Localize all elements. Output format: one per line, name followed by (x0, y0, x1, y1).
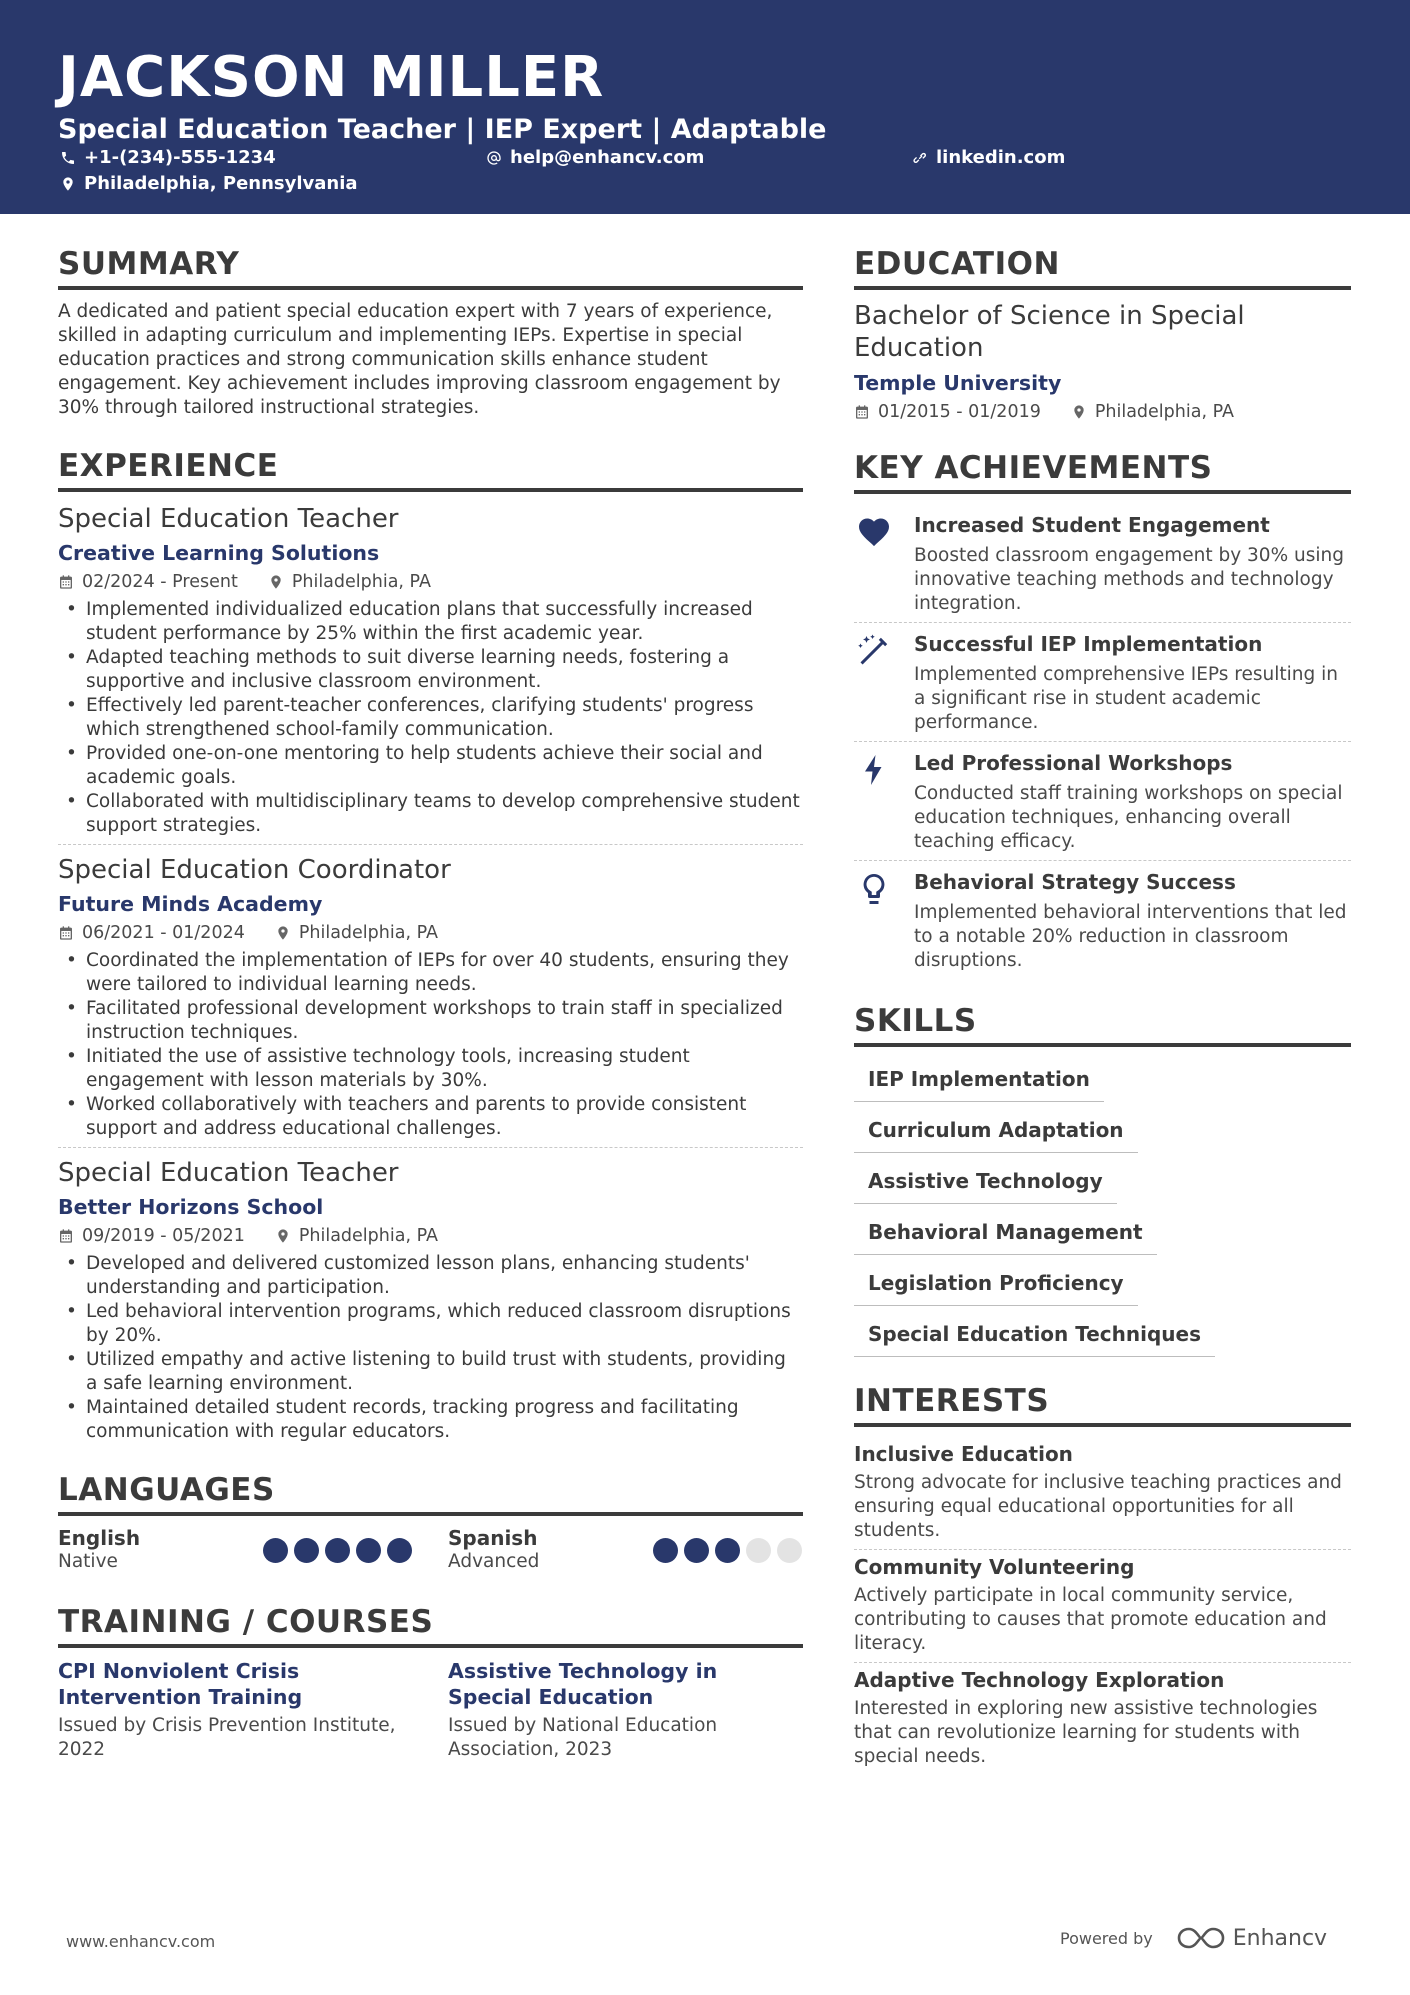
rating-dot-filled (653, 1538, 678, 1563)
lightbulb-icon (854, 871, 894, 907)
language-entry (58, 1526, 412, 1574)
job-bullets (58, 949, 803, 1141)
job-bullets (58, 1252, 803, 1444)
lightning-icon (854, 752, 894, 788)
achievement-title: Behavioral Strategy Success (914, 870, 1236, 894)
rating-dot-filled (325, 1538, 350, 1563)
contact-email[interactable] (486, 146, 704, 170)
skill-tag: IEP Implementation (854, 1057, 1104, 1102)
achievement-title: Increased Student Engagement (914, 513, 1270, 537)
course-issuer: Issued by National Education Association, 2023 (448, 1715, 718, 1760)
education-title: EDUCATION (854, 244, 1351, 290)
brand-name: Enhancv (1232, 1925, 1328, 1951)
calendar-icon (58, 574, 74, 590)
education-dates: 01/2015 - 01/2019 (878, 402, 1041, 422)
skill-tag: Behavioral Management (854, 1210, 1157, 1255)
contact-location (60, 172, 358, 196)
skills-section (854, 1001, 1351, 1357)
interest-item (854, 1663, 1351, 1775)
language-rating (653, 1538, 802, 1563)
interest-title: Community Volunteering (854, 1555, 1135, 1579)
interest-item (854, 1550, 1351, 1663)
course-title: CPI Nonviolent Crisis Intervention Training (58, 1659, 303, 1709)
job-role: Special Education Teacher (58, 504, 399, 534)
achievements-section (854, 448, 1351, 979)
achievement-item (854, 504, 1351, 623)
language-name: Spanish (448, 1526, 538, 1550)
summary-section (58, 244, 803, 420)
calendar-icon (854, 404, 870, 420)
summary-title: SUMMARY (58, 244, 803, 290)
footer-branding[interactable] (1060, 1925, 1327, 1951)
training-title: TRAINING / COURSES (58, 1602, 803, 1648)
bullet-item: • Coordinated the implementation of IEPs for over 40 students, ensuring they were tailored to individual learning needs. (58, 949, 803, 997)
achievement-title: Successful IEP Implementation (914, 632, 1263, 656)
training-section (58, 1602, 803, 1762)
job-location: Philadelphia, PA (298, 923, 438, 943)
location-pin-icon (268, 574, 284, 590)
achievement-desc: Implemented behavioral interventions that led to a notable 20% reduction in classroom disruptions. (914, 902, 1347, 971)
rating-dot-filled (715, 1538, 740, 1563)
education-meta (854, 400, 1351, 424)
calendar-icon (58, 925, 74, 941)
achievement-item (854, 742, 1351, 861)
job-company: Better Horizons School (58, 1195, 324, 1219)
experience-entry (58, 1156, 803, 1450)
achievement-item (854, 861, 1351, 979)
bullet-item: • Worked collaboratively with teachers and parents to provide consistent support and address educational challenges. (58, 1093, 803, 1141)
phone-text: +1-(234)-555-1234 (84, 147, 276, 168)
bullet-item: • Facilitated professional development workshops to train staff in specialized instruction techniques. (58, 997, 803, 1045)
rating-dot-filled (294, 1538, 319, 1563)
job-dates: 09/2019 - 05/2021 (82, 1226, 245, 1246)
interests-section (854, 1381, 1351, 1775)
calendar-icon (58, 1228, 74, 1244)
experience-entry (58, 502, 803, 845)
enhancv-logo-icon (1177, 1925, 1225, 1951)
bullet-item: • Developed and delivered customized lesson plans, enhancing students' understanding and participation. (58, 1252, 803, 1300)
job-company: Creative Learning Solutions (58, 541, 380, 565)
course-entry (448, 1658, 802, 1762)
rating-dot-filled (356, 1538, 381, 1563)
skills-title: SKILLS (854, 1001, 1351, 1047)
languages-title: LANGUAGES (58, 1470, 803, 1516)
rating-dot-empty (746, 1538, 771, 1563)
linkedin-text: linkedin.com (936, 147, 1066, 168)
interest-item (854, 1437, 1351, 1550)
job-meta (58, 1224, 803, 1248)
education-location: Philadelphia, PA (1094, 402, 1234, 422)
interest-desc: Interested in exploring new assistive technologies that can revolutionize learning for students with special needs. (854, 1698, 1318, 1767)
rating-dot-empty (777, 1538, 802, 1563)
phone-icon (60, 150, 76, 166)
headline: Special Education Teacher | IEP Expert | Adaptable (58, 114, 827, 145)
job-role: Special Education Coordinator (58, 855, 451, 885)
achievements-title: KEY ACHIEVEMENTS (854, 448, 1351, 494)
job-location: Philadelphia, PA (291, 572, 431, 592)
bullet-item: • Effectively led parent-teacher conferences, clarifying students' progress which strengthened school-family communication. (58, 694, 803, 742)
language-rating (263, 1538, 412, 1563)
bullet-item: • Initiated the use of assistive technology tools, increasing student engagement with lesson materials by 30%. (58, 1045, 803, 1093)
location-pin-icon (60, 176, 76, 192)
contact-phone[interactable] (60, 146, 276, 170)
skill-tag: Legislation Proficiency (854, 1261, 1138, 1306)
bullet-item: • Led behavioral intervention programs, which reduced classroom disruptions by 20%. (58, 1300, 803, 1348)
languages-section (58, 1470, 803, 1574)
powered-by-label: Powered by (1060, 1928, 1153, 1948)
rating-dot-filled (263, 1538, 288, 1563)
course-entry (58, 1658, 412, 1762)
header (0, 0, 1410, 214)
footer-website[interactable]: www.enhancv.com (66, 1932, 216, 1951)
contact-linkedin[interactable] (912, 146, 1065, 170)
bullet-item: • Collaborated with multidisciplinary teams to develop comprehensive student support strategies. (58, 790, 803, 838)
interests-title: INTERESTS (854, 1381, 1351, 1427)
experience-entry (58, 853, 803, 1148)
bullet-item: • Maintained detailed student records, tracking progress and facilitating communication with regular educators. (58, 1396, 803, 1444)
bullet-item: • Provided one-on-one mentoring to help students achieve their social and academic goals. (58, 742, 803, 790)
achievement-desc: Boosted classroom engagement by 30% using innovative teaching methods and technology integration. (914, 545, 1345, 614)
achievement-title: Led Professional Workshops (914, 751, 1233, 775)
right-column (854, 244, 1351, 1775)
experience-section (58, 446, 803, 1450)
bullet-item: • Implemented individualized education plans that successfully increased student performance by 25% within the first academic year. (58, 598, 803, 646)
experience-title: EXPERIENCE (58, 446, 803, 492)
location-text: Philadelphia, Pennsylvania (84, 173, 358, 194)
summary-text: A dedicated and patient special education expert with 7 years of experience, skilled in adapting curriculum and implementing IEPs. Expertise in special education practices and strong communication skills enhance student engagement. Key achievement includes improving classroom engagement by 30% through tailored instructional strategies. (58, 301, 781, 418)
language-level: Advanced (448, 1551, 540, 1572)
bullet-item: • Adapted teaching methods to suit diverse learning needs, fostering a supportive and inclusive classroom environment. (58, 646, 803, 694)
achievement-desc: Conducted staff training workshops on special education techniques, enhancing overall teaching efficacy. (914, 783, 1343, 852)
language-entry (448, 1526, 802, 1574)
job-role: Special Education Teacher (58, 1158, 399, 1188)
language-level: Native (58, 1551, 118, 1572)
achievement-desc: Implemented comprehensive IEPs resulting in a significant rise in student academic performance. (914, 664, 1338, 733)
job-dates: 02/2024 - Present (82, 572, 238, 592)
link-icon (912, 150, 928, 166)
skill-tag: Special Education Techniques (854, 1312, 1215, 1357)
job-bullets (58, 598, 803, 838)
course-issuer: Issued by Crisis Prevention Institute, 2022 (58, 1715, 396, 1760)
language-name: English (58, 1526, 141, 1550)
location-pin-icon (275, 925, 291, 941)
heart-icon (854, 514, 894, 550)
rating-dot-filled (387, 1538, 412, 1563)
job-meta (58, 570, 803, 594)
skill-tag: Curriculum Adaptation (854, 1108, 1138, 1153)
at-icon (486, 150, 502, 166)
school-name: Temple University (854, 371, 1062, 395)
interest-desc: Actively participate in local community service, contributing to causes that promote education and literacy. (854, 1585, 1327, 1654)
interest-desc: Strong advocate for inclusive teaching practices and ensuring equal educational opportunities for all students. (854, 1472, 1342, 1541)
course-title: Assistive Technology in Special Education (448, 1659, 718, 1709)
education-section (854, 244, 1351, 424)
job-location: Philadelphia, PA (298, 1226, 438, 1246)
email-text: help@enhancv.com (510, 147, 705, 168)
rating-dot-filled (684, 1538, 709, 1563)
interest-title: Inclusive Education (854, 1442, 1073, 1466)
achievement-item (854, 623, 1351, 742)
job-dates: 06/2021 - 01/2024 (82, 923, 245, 943)
brand-logo (1177, 1925, 1327, 1951)
bullet-item: • Utilized empathy and active listening to build trust with students, providing a safe learning environment. (58, 1348, 803, 1396)
magic-wand-icon (854, 633, 894, 669)
left-column (58, 244, 803, 1762)
interest-title: Adaptive Technology Exploration (854, 1668, 1225, 1692)
location-pin-icon (1071, 404, 1087, 420)
location-pin-icon (275, 1228, 291, 1244)
job-company: Future Minds Academy (58, 892, 323, 916)
candidate-name: JACKSON MILLER (58, 45, 605, 110)
job-meta (58, 921, 803, 945)
skill-tag: Assistive Technology (854, 1159, 1117, 1204)
degree: Bachelor of Science in Special Education (854, 301, 1245, 363)
